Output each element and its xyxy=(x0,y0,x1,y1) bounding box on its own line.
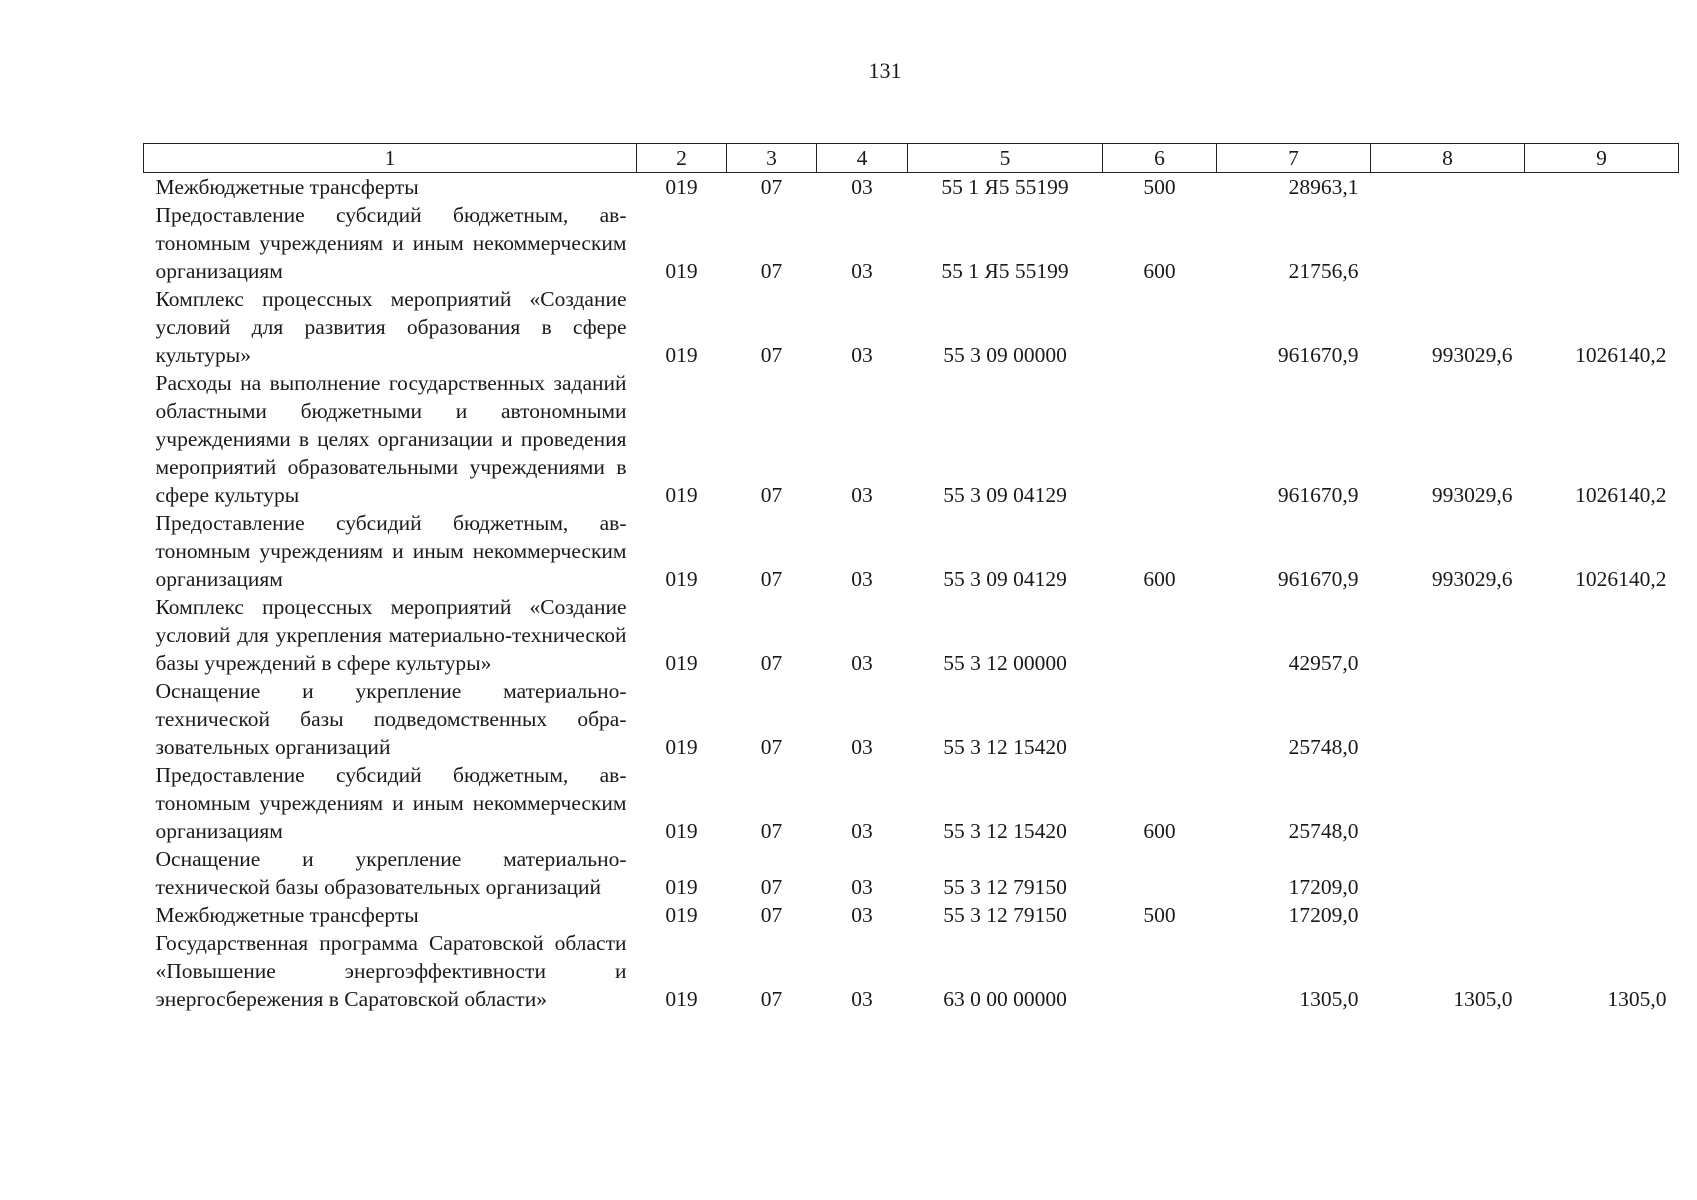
cell-col-3: 07 xyxy=(760,987,783,1011)
cell-col-6: 500 xyxy=(1143,903,1176,927)
cell-col-5: 55 3 09 04129 xyxy=(943,567,1067,591)
cell-col-3: 07 xyxy=(760,567,783,591)
column-header-4: 4 xyxy=(817,144,908,173)
row-name: Межбюджетные трансферты xyxy=(155,903,419,927)
table-row xyxy=(144,201,1679,285)
cell-col-9 xyxy=(1525,173,1679,202)
cell-col-5: 55 1 Я5 55199 xyxy=(941,259,1069,283)
column-header-3: 3 xyxy=(727,144,817,173)
column-header-6: 6 xyxy=(1103,144,1217,173)
cell-col-6: 600 xyxy=(1143,567,1176,591)
cell-col-3: 07 xyxy=(760,735,783,759)
cell-col-2: 019 xyxy=(665,651,698,675)
cell-col-3: 07 xyxy=(760,875,783,899)
cell-col-4: 03 xyxy=(851,567,873,591)
table-row xyxy=(144,901,1679,929)
row-name: Комплекс процессных мероприятий «Создание условий для укрепления материально-технической базы учреждений в сфере культуры» xyxy=(155,595,627,675)
page-number: 131 xyxy=(868,58,902,83)
table-row xyxy=(144,173,1679,202)
table-row xyxy=(144,677,1679,761)
table-row xyxy=(144,761,1679,845)
row-name: Расходы на выполнение государственных заданий областными бюджетными и автономными учреждениями в целях организации и проведения мероприятий образовательными учреждениями в сфере культуры xyxy=(155,371,627,507)
cell-col-8: 993029,6 xyxy=(1431,483,1513,507)
cell-col-7: 961670,9 xyxy=(1277,343,1359,367)
cell-col-5: 55 3 12 79150 xyxy=(943,903,1067,927)
cell-col-4: 03 xyxy=(851,343,873,367)
cell-col-4: 03 xyxy=(851,875,873,899)
row-name: Государственная программа Саратовской области «Повышение энергоэффективности и энергосбережения в Саратовской области» xyxy=(155,931,627,1011)
cell-col-7: 21756,6 xyxy=(1288,259,1359,283)
cell-col-6: 600 xyxy=(1143,819,1176,843)
row-name: Оснащение и укрепление материально-технической базы подведомственных образовательных организаций xyxy=(155,679,627,759)
cell-col-2: 019 xyxy=(665,343,698,367)
cell-col-3: 07 xyxy=(760,175,783,199)
cell-col-2: 019 xyxy=(665,987,698,1011)
cell-col-6 xyxy=(1103,929,1217,1013)
cell-col-4: 03 xyxy=(851,819,873,843)
cell-col-6 xyxy=(1103,593,1217,677)
cell-col-9: 1305,0 xyxy=(1607,987,1667,1011)
cell-col-4: 03 xyxy=(851,903,873,927)
cell-col-4: 03 xyxy=(851,651,873,675)
cell-col-5: 55 3 09 00000 xyxy=(943,343,1067,367)
cell-col-5: 63 0 00 00000 xyxy=(943,987,1067,1011)
cell-col-3: 07 xyxy=(760,259,783,283)
cell-col-9 xyxy=(1525,677,1679,761)
row-name: Оснащение и укрепление материально-технической базы образовательных организаций xyxy=(155,847,627,899)
cell-col-6: 500 xyxy=(1143,175,1176,199)
cell-col-4: 03 xyxy=(851,259,873,283)
cell-col-5: 55 1 Я5 55199 xyxy=(941,175,1069,199)
cell-col-7: 961670,9 xyxy=(1277,483,1359,507)
cell-col-6 xyxy=(1103,677,1217,761)
row-name: Межбюджетные трансферты xyxy=(155,175,419,199)
cell-col-6 xyxy=(1103,285,1217,369)
table-row xyxy=(144,845,1679,901)
cell-col-2: 019 xyxy=(665,735,698,759)
cell-col-7: 17209,0 xyxy=(1288,903,1359,927)
cell-col-7: 25748,0 xyxy=(1288,735,1359,759)
cell-col-3: 07 xyxy=(760,483,783,507)
cell-col-4: 03 xyxy=(851,175,873,199)
cell-col-5: 55 3 12 00000 xyxy=(943,651,1067,675)
table-row xyxy=(144,369,1679,509)
cell-col-9: 1026140,2 xyxy=(1575,483,1667,507)
table-row xyxy=(144,509,1679,593)
column-header-8: 8 xyxy=(1371,144,1525,173)
cell-col-8 xyxy=(1371,845,1525,901)
row-name: Предоставление субсидий бюджетным, автономным учреждениям и иным некоммерческим организациям xyxy=(155,511,627,591)
cell-col-2: 019 xyxy=(665,567,698,591)
column-header-1: 1 xyxy=(144,144,637,173)
cell-col-7: 25748,0 xyxy=(1288,819,1359,843)
table-row xyxy=(144,593,1679,677)
cell-col-9 xyxy=(1525,201,1679,285)
cell-col-9 xyxy=(1525,845,1679,901)
cell-col-2: 019 xyxy=(665,175,698,199)
cell-col-6 xyxy=(1103,845,1217,901)
cell-col-5: 55 3 12 79150 xyxy=(943,875,1067,899)
cell-col-7: 42957,0 xyxy=(1288,651,1359,675)
cell-col-8 xyxy=(1371,761,1525,845)
cell-col-3: 07 xyxy=(760,903,783,927)
column-header-5: 5 xyxy=(908,144,1103,173)
cell-col-8 xyxy=(1371,677,1525,761)
cell-col-2: 019 xyxy=(665,259,698,283)
cell-col-8: 993029,6 xyxy=(1431,343,1513,367)
cell-col-8: 1305,0 xyxy=(1453,987,1513,1011)
budget-table xyxy=(143,143,1679,1013)
cell-col-2: 019 xyxy=(665,483,698,507)
table-row xyxy=(144,929,1679,1013)
table-row xyxy=(144,285,1679,369)
cell-col-7: 17209,0 xyxy=(1288,875,1359,899)
cell-col-3: 07 xyxy=(760,343,783,367)
cell-col-2: 019 xyxy=(665,819,698,843)
cell-col-7: 1305,0 xyxy=(1299,987,1359,1011)
cell-col-8 xyxy=(1371,593,1525,677)
cell-col-7: 961670,9 xyxy=(1277,567,1359,591)
cell-col-8 xyxy=(1371,173,1525,202)
cell-col-4: 03 xyxy=(851,987,873,1011)
row-name: Комплекс процессных мероприятий «Создание условий для развития образования в сфере культуры» xyxy=(155,287,627,367)
column-header-9: 9 xyxy=(1525,144,1679,173)
cell-col-5: 55 3 12 15420 xyxy=(943,819,1067,843)
cell-col-8: 993029,6 xyxy=(1431,567,1513,591)
cell-col-9 xyxy=(1525,593,1679,677)
cell-col-9 xyxy=(1525,901,1679,929)
column-header-7: 7 xyxy=(1217,144,1371,173)
row-name: Предоставление субсидий бюджетным, автономным учреждениям и иным некоммерческим организациям xyxy=(155,763,627,843)
cell-col-5: 55 3 09 04129 xyxy=(943,483,1067,507)
row-name: Предоставление субсидий бюджетным, автономным учреждениям и иным некоммерческим организациям xyxy=(155,203,627,283)
column-header-2: 2 xyxy=(637,144,727,173)
cell-col-4: 03 xyxy=(851,735,873,759)
cell-col-2: 019 xyxy=(665,875,698,899)
cell-col-8 xyxy=(1371,201,1525,285)
cell-col-8 xyxy=(1371,901,1525,929)
cell-col-7: 28963,1 xyxy=(1288,175,1359,199)
cell-col-6: 600 xyxy=(1143,259,1176,283)
cell-col-5: 55 3 12 15420 xyxy=(943,735,1067,759)
cell-col-6 xyxy=(1103,369,1217,509)
cell-col-2: 019 xyxy=(665,903,698,927)
cell-col-9: 1026140,2 xyxy=(1575,567,1667,591)
cell-col-3: 07 xyxy=(760,651,783,675)
cell-col-3: 07 xyxy=(760,819,783,843)
cell-col-4: 03 xyxy=(851,483,873,507)
cell-col-9 xyxy=(1525,761,1679,845)
table-header-row xyxy=(144,144,1679,173)
cell-col-9: 1026140,2 xyxy=(1575,343,1667,367)
